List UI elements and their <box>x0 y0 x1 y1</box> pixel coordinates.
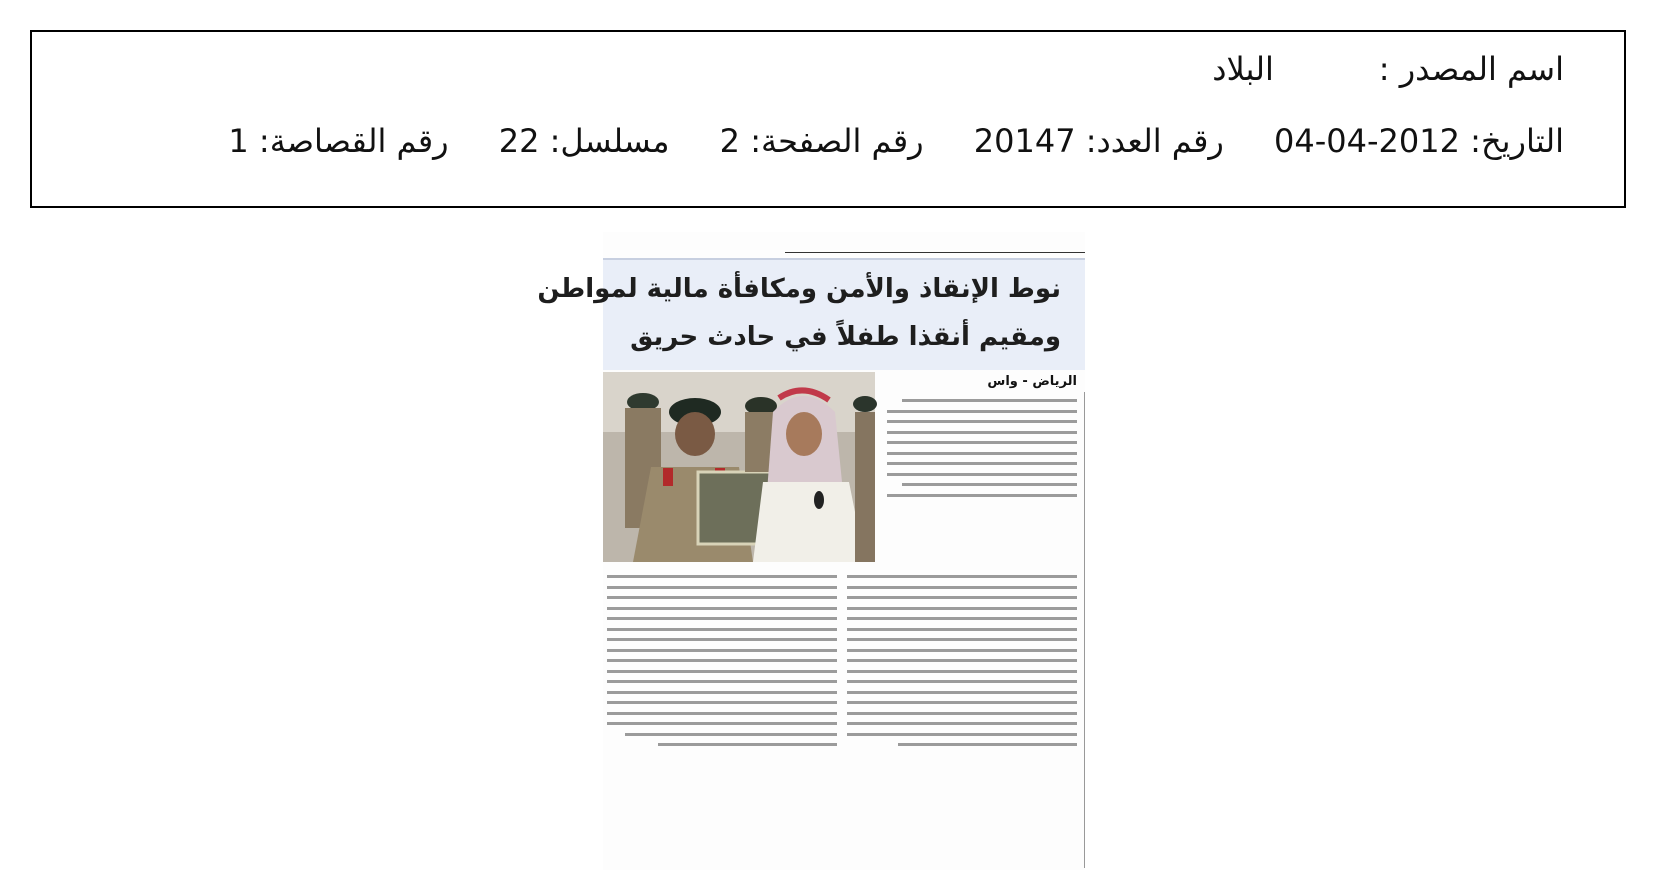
source-value: البلاد <box>1212 50 1274 88</box>
date-field: التاريخ: 2012-04-04 <box>1274 122 1564 160</box>
headline-line-1: نوط الإنقاذ والأمن ومكافأة مالية لمواطن <box>537 274 1061 304</box>
clip-number-field: رقم القصاصة: 1 <box>228 122 449 160</box>
source-info-box <box>30 30 1626 208</box>
article-dateline: الرياض - واس <box>987 374 1077 389</box>
article-column-right-top <box>887 392 1077 564</box>
source-line <box>1212 50 1564 88</box>
serial-field: مسلسل: 22 <box>498 122 670 160</box>
article-photo <box>603 372 875 562</box>
page-number-field: رقم الصفحة: 2 <box>719 122 924 160</box>
publication-details-line <box>188 122 1564 160</box>
headline-line-2: ومقيم أنقذا طفلاً في حادث حريق <box>630 322 1061 352</box>
article-column-right <box>847 568 1077 868</box>
photo-illustration <box>603 372 875 562</box>
column-rule <box>1084 392 1085 868</box>
top-divider <box>785 252 1085 253</box>
headline-band <box>537 258 1085 370</box>
article-column-left <box>607 568 837 868</box>
issue-number-field: رقم العدد: 20147 <box>973 122 1224 160</box>
newspaper-clipping <box>537 232 1085 870</box>
source-label: اسم المصدر : <box>1378 50 1564 88</box>
